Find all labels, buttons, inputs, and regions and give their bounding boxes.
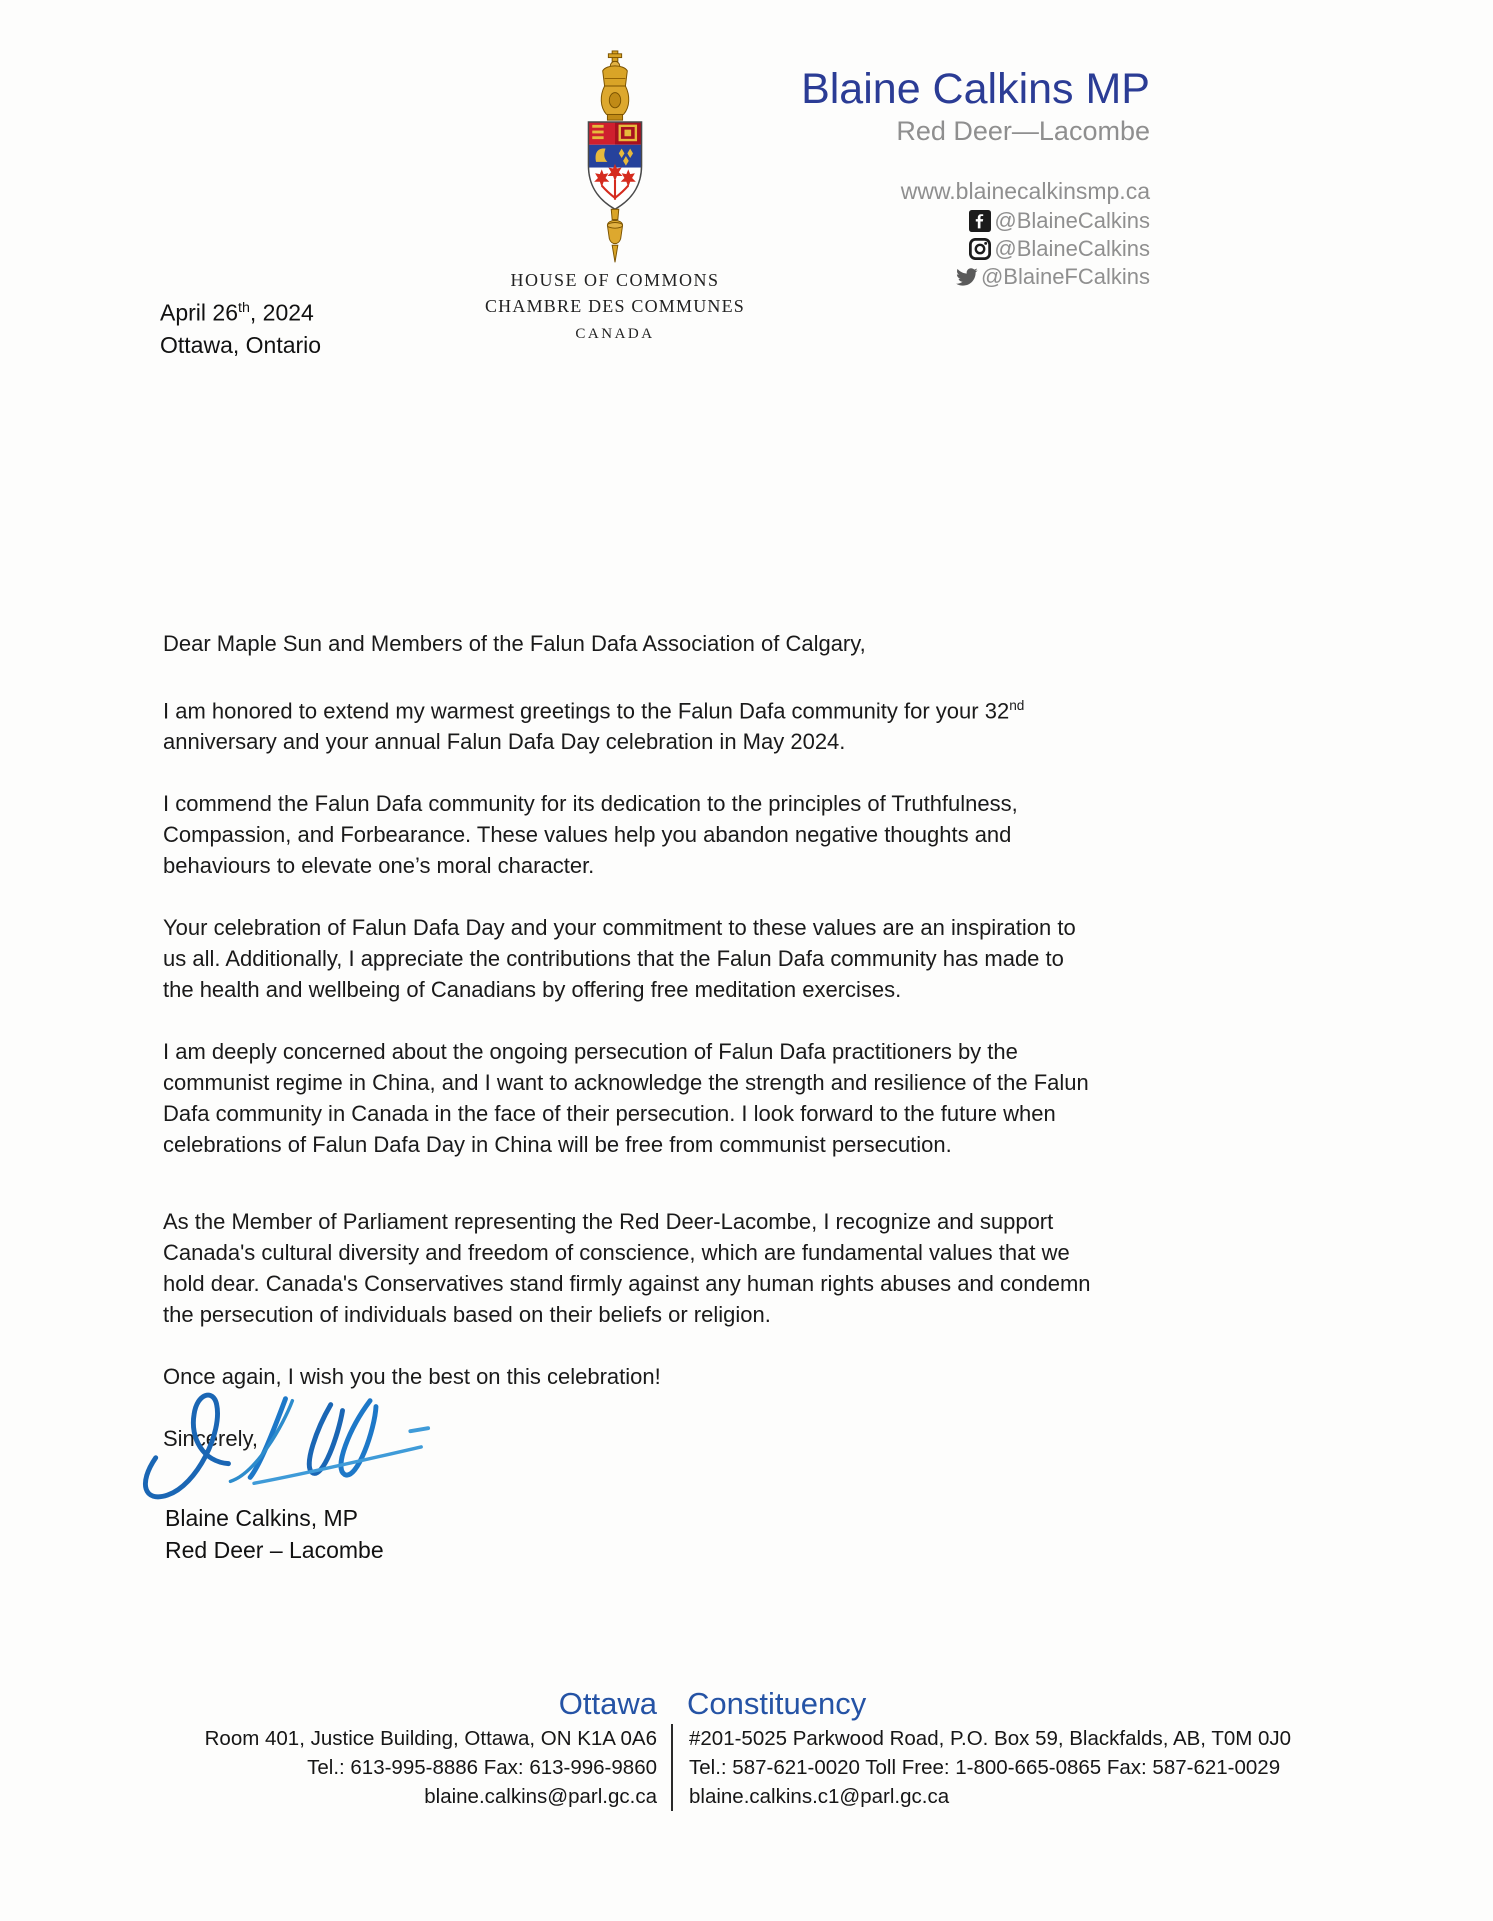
letter-place: Ottawa, Ontario — [160, 331, 322, 358]
mp-name: Blaine Calkins MP — [801, 65, 1150, 113]
signed-name: Blaine Calkins, MP — [165, 1505, 359, 1531]
constituency-phone: Tel.: 587-621-0020 Toll Free: 1-800-665-0865 Fax: 587-621-0029 — [689, 1756, 1281, 1779]
instagram-icon — [969, 238, 991, 260]
institution-block — [455, 270, 775, 343]
ottawa-address: Room 401, Justice Building, Ottawa, ON K1A 0A6 — [204, 1727, 657, 1750]
institution-line-fr: CHAMBRE DES COMMUNES — [484, 296, 746, 316]
ottawa-phone: Tel.: 613-995-8886 Fax: 613-996-9860 — [307, 1756, 657, 1779]
constituency-email: blaine.calkins.c1@parl.gc.ca — [689, 1785, 950, 1808]
footer-contact-block — [103, 1686, 1403, 1811]
house-of-commons-crest-icon — [567, 50, 663, 268]
letter-date: April 26th, 2024 — [160, 299, 314, 326]
constituency-address: #201-5025 Parkwood Road, P.O. Box 59, Blackfalds, AB, T0M 0J0 — [689, 1727, 1292, 1750]
institution-line-en: HOUSE OF COMMONS — [510, 270, 720, 290]
twitter-icon — [956, 266, 978, 288]
mp-riding: Red Deer—Lacombe — [896, 116, 1150, 146]
paragraph-closing: Once again, I wish you the best on this celebration! — [163, 1364, 661, 1390]
paragraph-greeting: I am honored to extend my warmest greetings to the Falun Dafa community for your 32nd anniversary and your annual Falun Dafa Day celebration in May 2024. — [163, 698, 1025, 755]
ottawa-email: blaine.calkins@parl.gc.ca — [424, 1785, 657, 1808]
social-row-twitter — [801, 264, 1150, 289]
letter-body — [163, 628, 1093, 1485]
signed-block — [165, 1502, 384, 1566]
paragraph-commend: I commend the Falun Dafa community for its dedication to the principles of Truthfulness, Compassion, and Forbearance. These values help you abandon negative thoughts and behaviours to elevate one’s moral character. — [163, 791, 1018, 879]
footer-heading-constituency: Constituency — [687, 1686, 867, 1721]
paragraph-concern: I am deeply concerned about the ongoing persecution of Falun Dafa practitioners by the communist regime in China, and I want to acknowledge the strength and resilience of the Falun Dafa community in Canada in the face of their persecution. I look forward to the future when celebrations of Falun Dafa Day in China will be free from communist persecution. — [163, 1039, 1089, 1158]
mp-identity-block — [801, 66, 1150, 289]
footer-ottawa-column — [103, 1724, 671, 1811]
date-block — [160, 292, 321, 361]
salutation: Dear Maple Sun and Members of the Falun Dafa Association of Calgary, — [163, 631, 866, 656]
signoff: Sincerely, — [163, 1426, 258, 1452]
twitter-handle: @BlaineFCalkins — [980, 264, 1150, 289]
signed-riding: Red Deer – Lacombe — [165, 1537, 384, 1563]
paragraph-parliament: As the Member of Parliament representing the Red Deer-Lacombe, I recognize and support Canada's cultural diversity and freedom of conscience, which are fundamental values that we hold dear. Canada's Conservatives stand firmly against any human rights abuses and condemn the persecution of individuals based on their beliefs or religion. — [163, 1209, 1091, 1328]
facebook-icon — [969, 210, 991, 232]
social-row-facebook — [801, 208, 1150, 233]
facebook-handle: @BlaineCalkins — [994, 208, 1150, 233]
social-row-instagram — [801, 236, 1150, 261]
mp-website: www.blainecalkinsmp.ca — [900, 178, 1150, 204]
instagram-handle: @BlaineCalkins — [994, 236, 1150, 261]
signature-handwriting — [138, 1372, 433, 1512]
footer-constituency-column — [671, 1724, 1403, 1811]
paragraph-celebration: Your celebration of Falun Dafa Day and your commitment to these values are an inspiration to us all. Additionally, I appreciate the contributions that the Falun Dafa community has made to the health and wellbeing of Canadians by offering free meditation exercises. — [163, 915, 1076, 1003]
institution-line-canada: CANADA — [575, 326, 655, 342]
footer-heading-ottawa: Ottawa — [558, 1686, 657, 1721]
